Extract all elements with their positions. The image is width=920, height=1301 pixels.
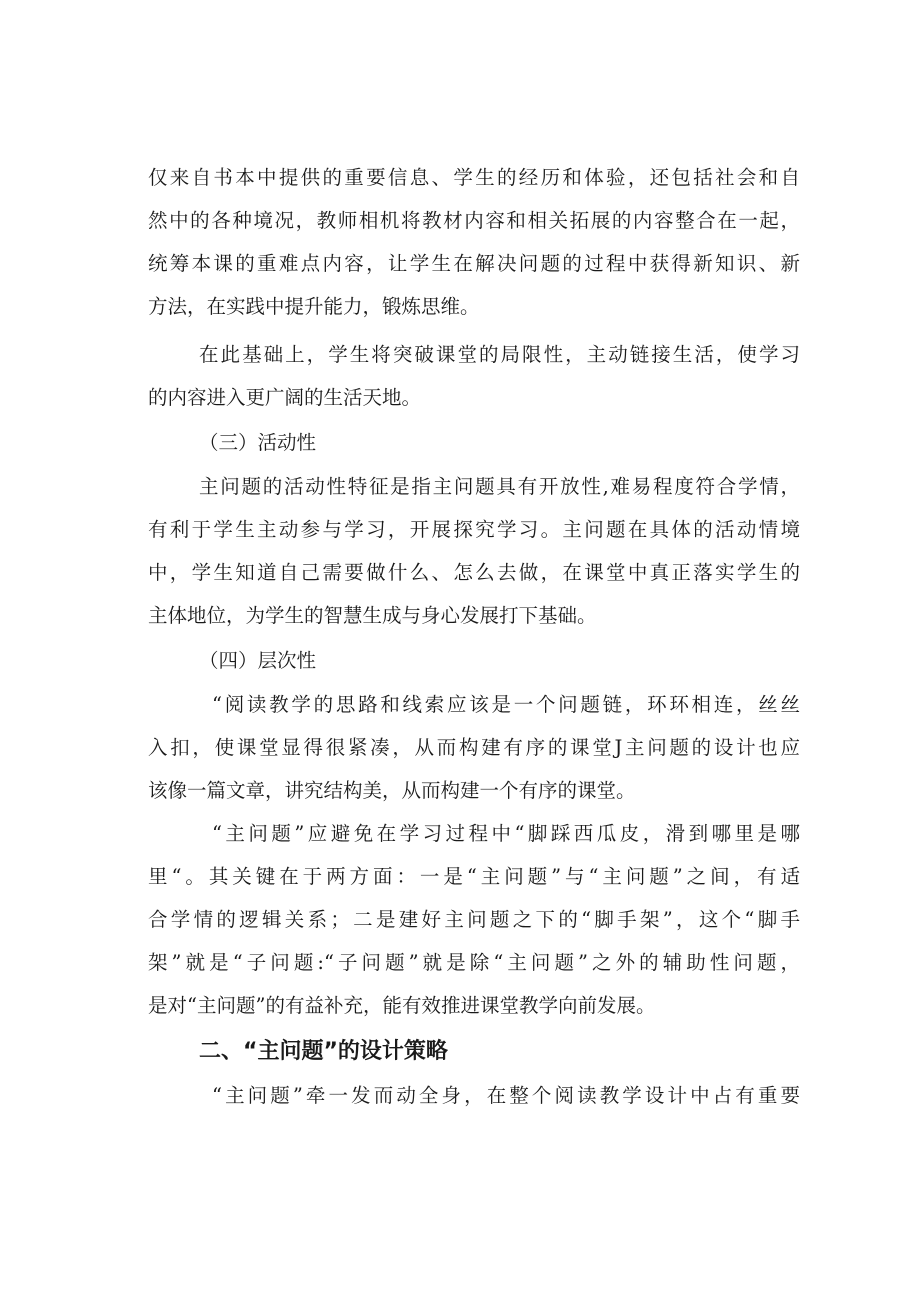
paragraph-line: 架”就是“子问题:“子问题”就是除“主问题”之外的辅助性问题， <box>148 951 800 974</box>
paragraph-line: 有利于学生主动参与学习，开展探究学习。主问题在具体的活动情境 <box>148 518 800 541</box>
paragraph-line: 主体地位，为学生的智慧生成与身心发展打下基础。 <box>148 604 597 627</box>
paragraph-line: 仅来自书本中提供的重要信息、学生的经历和体验，还包括社会和自 <box>148 166 800 189</box>
paragraph-line: 方法，在实践中提升能力，锻炼思维。 <box>148 295 480 318</box>
paragraph-line: 是对“主问题”的有益补充，能有效推进课堂教学向前发展。 <box>148 994 656 1017</box>
section-heading: 二、“主问题”的设计策略 <box>199 1039 448 1064</box>
paragraph-line: “主问题”应避免在学习过程中“脚踩西瓜皮，滑到哪里是哪 <box>212 822 800 845</box>
paragraph-line: 该像一篇文章，讲究结构美，从而构建一个有序的课堂。 <box>148 779 636 802</box>
paragraph-line: “主问题”牵一发而动全身，在整个阅读教学设计中占有重要 <box>212 1084 800 1107</box>
paragraph-line: 统筹本课的重难点内容，让学生在解决问题的过程中获得新知识、新 <box>148 252 800 275</box>
paragraph-line: 里“。其关键在于两方面：一是“主问题”与“主问题”之间，有适 <box>148 865 800 888</box>
paragraph-line: “阅读教学的思路和线索应该是一个问题链，环环相连，丝丝 <box>212 693 800 716</box>
subheading-hierarchy: （四）层次性 <box>199 649 317 672</box>
paragraph-line: 的内容进入更广阔的生活天地。 <box>148 386 422 409</box>
paragraph-line: 中，学生知道自己需要做什么、怎么去做，在课堂中真正落实学生的 <box>148 561 800 584</box>
paragraph-line: 合学情的逻辑关系；二是建好主问题之下的“脚手架”，这个“脚手 <box>148 908 800 931</box>
paragraph-line: 在此基础上，学生将突破课堂的局限性，主动链接生活，使学习 <box>199 343 800 366</box>
paragraph-line: 然中的各种境况，教师相机将教材内容和相关拓展的内容整合在一起， <box>148 209 800 232</box>
subheading-activity: （三）活动性 <box>199 431 317 454</box>
paragraph-line: 入扣，使课堂显得很紧凑，从而构建有序的课堂J主问题的设计也应 <box>148 736 800 759</box>
paragraph-line: 主问题的活动性特征是指主问题具有开放性,难易程度符合学情， <box>199 475 800 498</box>
